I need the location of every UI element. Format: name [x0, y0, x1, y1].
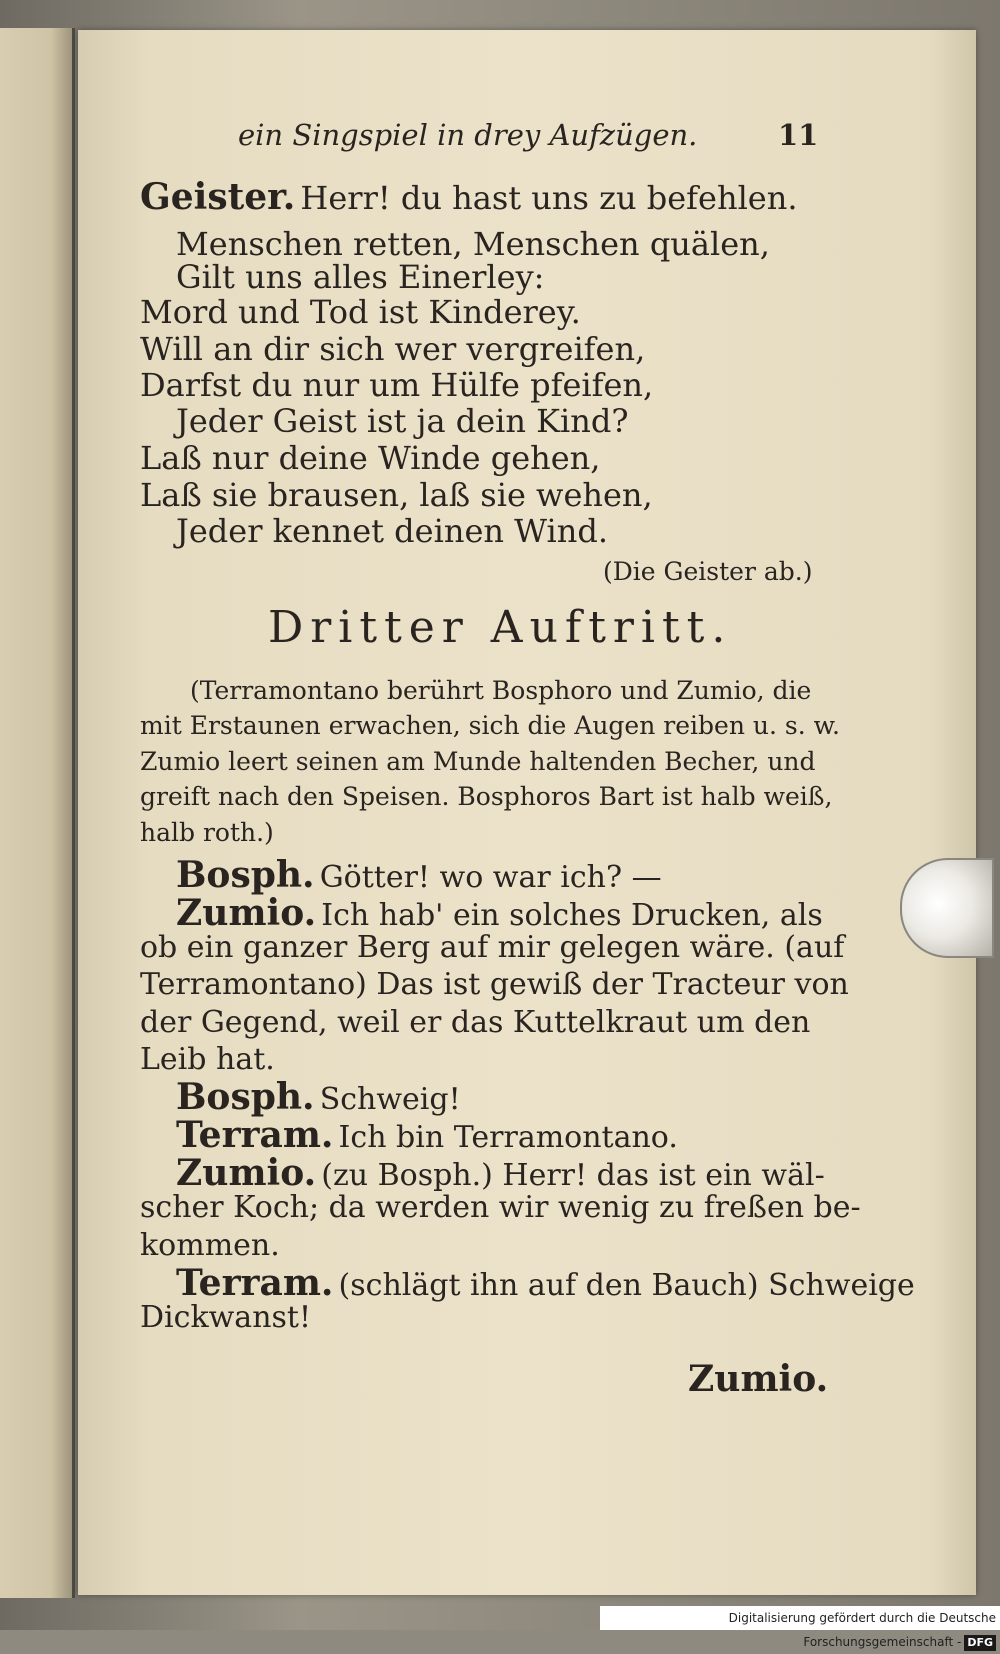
- dialogue-bosph-2: [176, 1076, 461, 1118]
- verse-line: Will an dir sich wer vergreifen,: [140, 330, 646, 368]
- dfg-logo: DFG: [964, 1635, 996, 1651]
- stage-direction-line: Zumio leert seinen am Munde haltenden Becher, und: [140, 747, 816, 776]
- verse-line: Darfst du nur um Hülfe pfeifen,: [140, 366, 654, 404]
- speech-text: Dickwanst!: [140, 1300, 312, 1335]
- speech-text: Ich hab' ein solches Drucken, als: [321, 898, 823, 933]
- catchword: Zumio.: [688, 1358, 829, 1400]
- verse-line: Gilt uns alles Einerley:: [176, 258, 545, 296]
- speaker-terram: Terram.: [176, 1114, 334, 1156]
- exit-direction: (Die Geister ab.): [603, 557, 813, 586]
- speech-text: ob ein ganzer Berg auf mir gelegen wäre. (auf: [140, 930, 845, 965]
- stage-direction-line: halb roth.): [140, 818, 274, 847]
- page-tab-marker: [900, 858, 994, 958]
- speech-text: der Gegend, weil er das Kuttelkraut um den: [140, 1005, 811, 1040]
- verse-line: Mord und Tod ist Kinderey.: [140, 293, 581, 331]
- speech-text: Ich bin Terramontano.: [338, 1120, 678, 1155]
- speaker-bosph: Bosph.: [176, 1076, 315, 1118]
- speaker-zumio: Zumio.: [176, 892, 317, 934]
- speaker-terram: Terram.: [176, 1262, 334, 1304]
- dialogue-terram-1: [176, 1114, 678, 1156]
- speaker-geister: Geister.: [140, 176, 296, 218]
- scene-heading: Dritter Auftritt.: [268, 602, 733, 653]
- footer-credit: Digitalisierung gefördert durch die Deutsche Forschungsgemeinschaft -: [728, 1611, 996, 1649]
- dialogue-zumio-1: [176, 892, 823, 934]
- verse-line: Menschen retten, Menschen quälen,: [176, 225, 770, 263]
- verse-line: Herr! du hast uns zu befehlen.: [300, 179, 798, 217]
- verse-line: Jeder Geist ist ja dein Kind?: [176, 402, 629, 440]
- speech-text: (schlägt ihn auf den Bauch) Schweige: [338, 1268, 915, 1303]
- speaker-bosph: Bosph.: [176, 854, 315, 896]
- speech-text: Götter! wo war ich? —: [319, 860, 662, 895]
- speech-text: scher Koch; da werden wir wenig zu freßen be-: [140, 1190, 861, 1225]
- song-first-line: [140, 176, 798, 218]
- dialogue-bosph-1: [176, 854, 662, 896]
- speech-text: (zu Bosph.) Herr! das ist ein wäl-: [321, 1158, 825, 1193]
- dialogue-terram-2: [176, 1262, 915, 1304]
- verse-line: Laß nur deine Winde gehen,: [140, 439, 601, 477]
- dialogue-zumio-2: [176, 1152, 825, 1194]
- page-number: 11: [778, 118, 819, 152]
- digitization-footer: [600, 1606, 1000, 1649]
- speech-text: kommen.: [140, 1228, 280, 1263]
- speaker-zumio: Zumio.: [176, 1152, 317, 1194]
- speech-text: Terramontano) Das ist gewiß der Tracteur von: [140, 967, 849, 1002]
- speech-text: Leib hat.: [140, 1042, 275, 1077]
- verse-line: Laß sie brausen, laß sie wehen,: [140, 476, 653, 514]
- stage-direction-line: (Terramontano berührt Bosphoro und Zumio, die: [190, 676, 812, 705]
- speech-text: Schweig!: [319, 1082, 461, 1117]
- previous-page-edge: [0, 28, 75, 1598]
- stage-direction-line: mit Erstaunen erwachen, sich die Augen reiben u. s. w.: [140, 711, 840, 740]
- running-title: ein Singspiel in drey Aufzügen.: [238, 118, 698, 152]
- stage-direction-line: greift nach den Speisen. Bosphoros Bart ist halb weiß,: [140, 782, 833, 811]
- book-page: [78, 30, 976, 1595]
- verse-line: Jeder kennet deinen Wind.: [176, 512, 608, 550]
